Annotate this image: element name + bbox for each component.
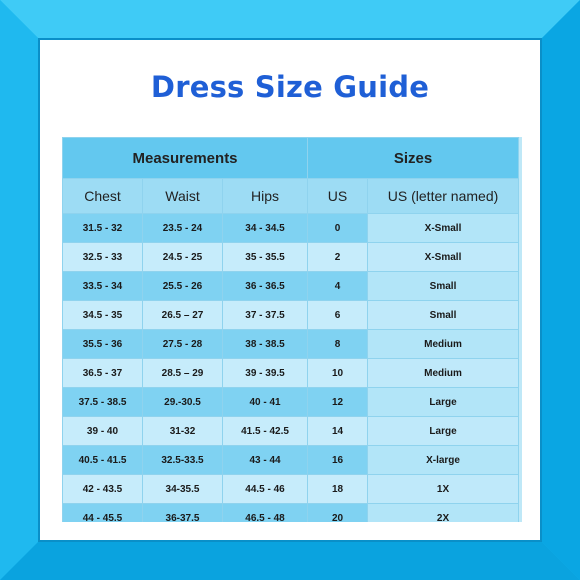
waist-cell: 32.5-33.5 — [143, 446, 223, 475]
chest-cell: 37.5 - 38.5 — [63, 388, 143, 417]
letter-size-cell: Small — [368, 272, 519, 301]
hips-cell: 46.5 - 48 — [223, 504, 308, 523]
hips-cell: 35 - 35.5 — [223, 243, 308, 272]
waist-cell: 31-32 — [143, 417, 223, 446]
letter-size-cell: 1X — [368, 475, 519, 504]
hips-cell: 37 - 37.5 — [223, 301, 308, 330]
column-header-hips: Hips — [223, 179, 308, 214]
hips-cell: 41.5 - 42.5 — [223, 417, 308, 446]
chest-cell: 34.5 - 35 — [63, 301, 143, 330]
page-title: Dress Size Guide — [150, 70, 430, 104]
us-size-cell: 14 — [308, 417, 368, 446]
waist-cell: 25.5 - 26 — [143, 272, 223, 301]
waist-cell: 34-35.5 — [143, 475, 223, 504]
column-header-row — [63, 179, 519, 214]
column-header-us: US — [308, 179, 368, 214]
chest-cell: 32.5 - 33 — [63, 243, 143, 272]
letter-size-cell: Large — [368, 417, 519, 446]
frame-bevel-top — [0, 0, 580, 40]
hips-cell: 44.5 - 46 — [223, 475, 308, 504]
us-size-cell: 4 — [308, 272, 368, 301]
us-size-cell: 0 — [308, 214, 368, 243]
size-table-container — [62, 137, 522, 522]
chest-cell: 36.5 - 37 — [63, 359, 143, 388]
column-header-chest: Chest — [63, 179, 143, 214]
waist-cell: 28.5 – 29 — [143, 359, 223, 388]
frame-bevel-right — [540, 0, 580, 580]
hips-cell: 36 - 36.5 — [223, 272, 308, 301]
letter-size-cell: Large — [368, 388, 519, 417]
sizes-header: Sizes — [308, 138, 519, 179]
size-guide-panel — [40, 40, 540, 540]
hips-cell: 39 - 39.5 — [223, 359, 308, 388]
letter-size-cell: Medium — [368, 359, 519, 388]
frame-bevel-bottom — [0, 540, 580, 580]
table-row — [63, 301, 519, 330]
chest-cell: 33.5 - 34 — [63, 272, 143, 301]
letter-size-cell: 2X — [368, 504, 519, 523]
group-header-row — [63, 138, 519, 179]
chest-cell: 44 - 45.5 — [63, 504, 143, 523]
letter-size-cell: X-large — [368, 446, 519, 475]
us-size-cell: 20 — [308, 504, 368, 523]
waist-cell: 36-37.5 — [143, 504, 223, 523]
us-size-cell: 10 — [308, 359, 368, 388]
letter-size-cell: X-Small — [368, 214, 519, 243]
hips-cell: 43 - 44 — [223, 446, 308, 475]
chest-cell: 39 - 40 — [63, 417, 143, 446]
table-row — [63, 417, 519, 446]
waist-cell: 23.5 - 24 — [143, 214, 223, 243]
table-row — [63, 330, 519, 359]
waist-cell: 27.5 - 28 — [143, 330, 223, 359]
chest-cell: 35.5 - 36 — [63, 330, 143, 359]
hips-cell: 38 - 38.5 — [223, 330, 308, 359]
measurements-header: Measurements — [63, 138, 308, 179]
us-size-cell: 16 — [308, 446, 368, 475]
table-row — [63, 272, 519, 301]
chest-cell: 42 - 43.5 — [63, 475, 143, 504]
column-header-us-letter: US (letter named) — [368, 179, 519, 214]
us-size-cell: 18 — [308, 475, 368, 504]
letter-size-cell: Small — [368, 301, 519, 330]
waist-cell: 26.5 – 27 — [143, 301, 223, 330]
hips-cell: 34 - 34.5 — [223, 214, 308, 243]
frame-bevel-left — [0, 0, 40, 580]
table-row — [63, 243, 519, 272]
us-size-cell: 12 — [308, 388, 368, 417]
waist-cell: 24.5 - 25 — [143, 243, 223, 272]
size-table — [62, 137, 519, 522]
table-row — [63, 504, 519, 523]
table-row — [63, 446, 519, 475]
table-row — [63, 475, 519, 504]
table-row — [63, 214, 519, 243]
us-size-cell: 2 — [308, 243, 368, 272]
letter-size-cell: Medium — [368, 330, 519, 359]
chest-cell: 40.5 - 41.5 — [63, 446, 143, 475]
waist-cell: 29.-30.5 — [143, 388, 223, 417]
chest-cell: 31.5 - 32 — [63, 214, 143, 243]
us-size-cell: 8 — [308, 330, 368, 359]
us-size-cell: 6 — [308, 301, 368, 330]
hips-cell: 40 - 41 — [223, 388, 308, 417]
letter-size-cell: X-Small — [368, 243, 519, 272]
column-header-waist: Waist — [143, 179, 223, 214]
table-row — [63, 388, 519, 417]
table-row — [63, 359, 519, 388]
